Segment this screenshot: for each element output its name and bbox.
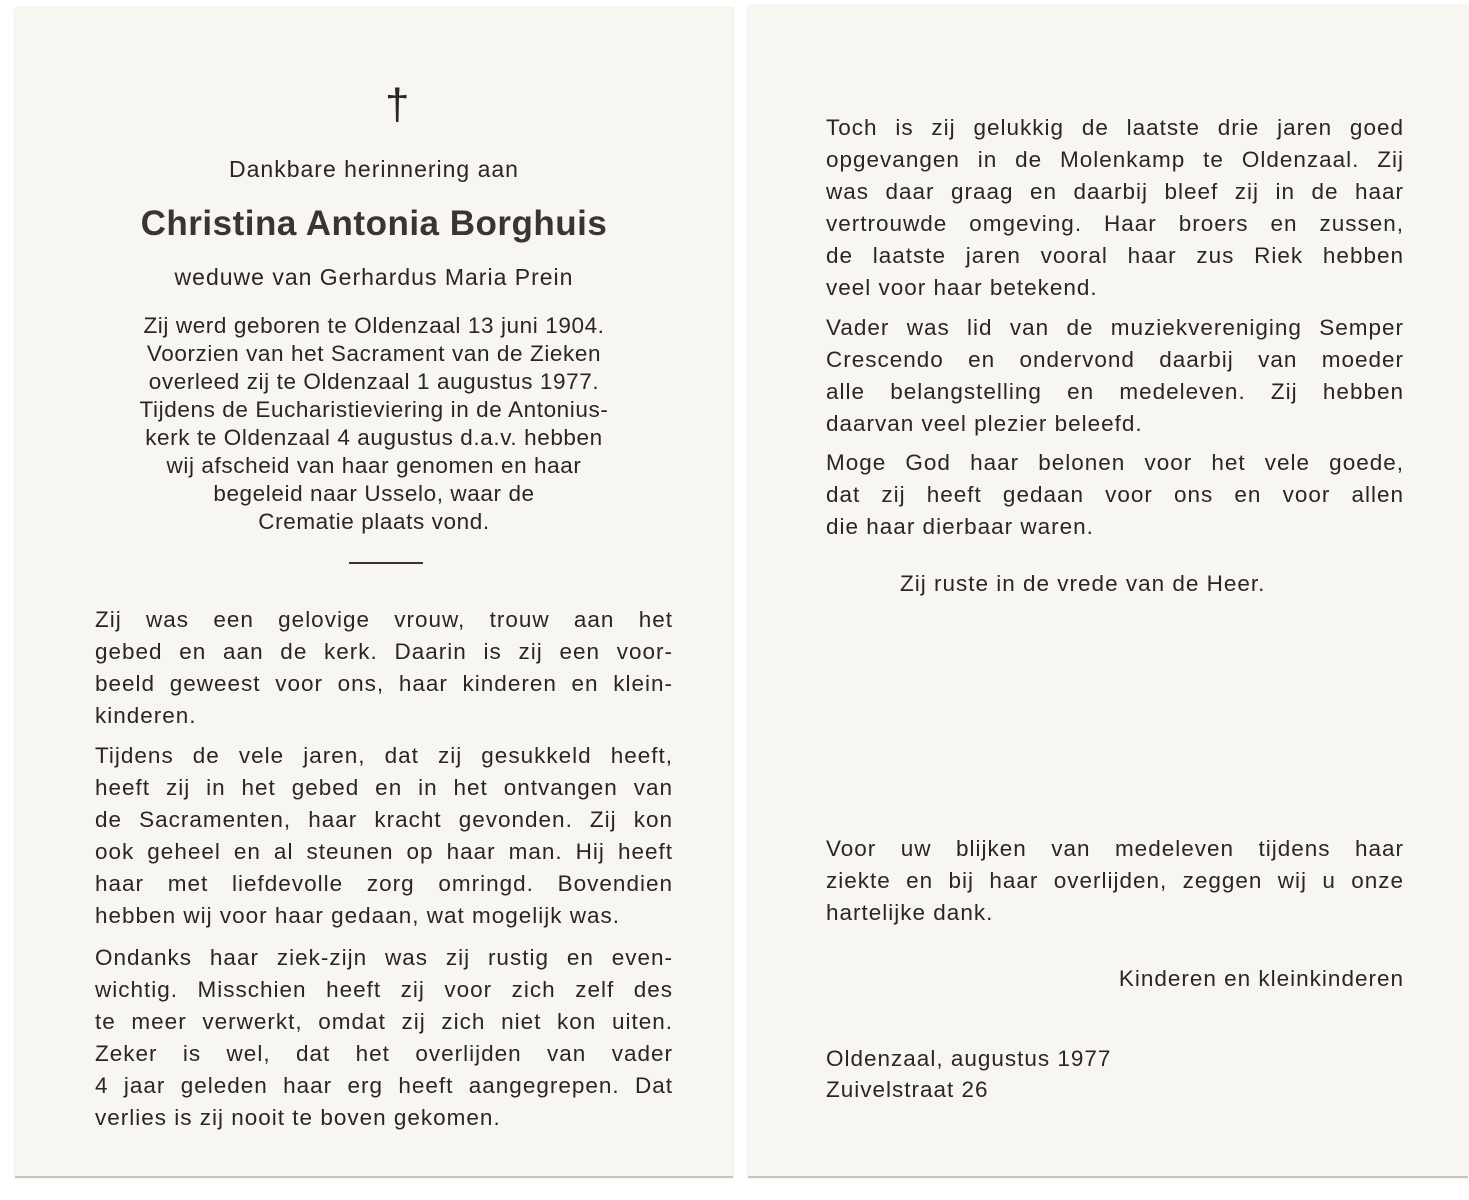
biography: [15, 312, 733, 536]
text-line: kinderen.: [95, 703, 197, 728]
right-card: [748, 6, 1468, 1178]
paragraph: [826, 112, 1404, 304]
text-line: haar met liefdevolle zorg omringd. Bovendien: [95, 871, 673, 896]
bio-line: Voorzien van het Sacrament van de Zieken: [146, 341, 602, 366]
paragraph: [95, 740, 673, 932]
text-line: ook geheel en al steunen op haar man. Hij heeft: [95, 839, 673, 864]
text-line: Ondanks haar ziek-zijn was zij rustig en even-: [95, 945, 673, 970]
cross-icon: †: [385, 80, 410, 129]
text-line: 4 jaar geleden haar erg heeft aangegrepen. Dat: [95, 1073, 673, 1098]
text-line: wichtig. Misschien heeft zij voor zich zelf des: [95, 977, 673, 1002]
text-line: Tijdens de vele jaren, dat zij gesukkeld heeft,: [95, 743, 673, 768]
bio-line: overleed zij te Oldenzaal 1 augustus 1977.: [148, 369, 600, 394]
text-line: Voor uw blijken van medeleven tijdens haar: [826, 836, 1404, 861]
text-line: Toch is zij gelukkig de laatste drie jaren goed: [826, 115, 1404, 140]
prayer-text: Zij ruste in de vrede van de Heer.: [900, 571, 1266, 596]
paragraph: [95, 604, 673, 732]
text-line: Vader was lid van de muziekvereniging Semper: [826, 315, 1404, 340]
text-line: Zeker is wel, dat het overlijden van vader: [95, 1041, 673, 1066]
text-line: verlies is zij nooit te boven gekomen.: [95, 1105, 501, 1130]
text-line: hebben wij voor haar gedaan, wat mogelijk was.: [95, 903, 621, 928]
text-line: Zij was een gelovige vrouw, trouw aan het: [95, 607, 673, 632]
signature: Kinderen en kleinkinderen: [1118, 966, 1404, 991]
thanks-paragraph: [826, 833, 1404, 929]
text-line: vertrouwde omgeving. Haar broers en zussen,: [826, 211, 1404, 236]
text-line: de laatste jaren vooral haar zus Riek hebben: [826, 243, 1404, 268]
bio-line: kerk te Oldenzaal 4 augustus d.a.v. hebben: [145, 425, 603, 450]
text-line: Crescendo en ondervond daarbij van moeder: [826, 347, 1404, 372]
bio-line: Crematie plaats vond.: [258, 509, 490, 534]
text-line: alle belangstelling en medeleven. Zij hebben: [826, 379, 1404, 404]
text-line: gebed en aan de kerk. Daarin is zij een voor-: [95, 639, 673, 664]
text-line: opgevangen in de Molenkamp te Oldenzaal. Zij: [826, 147, 1404, 172]
text-line: heeft zij in het gebed en in het ontvangen van: [95, 775, 673, 800]
paragraph: [826, 312, 1404, 440]
bio-line: wij afscheid van haar genomen en haar: [166, 453, 582, 478]
text-line: veel voor haar betekend.: [826, 275, 1098, 300]
text-line: daarvan veel plezier beleefd.: [826, 411, 1143, 436]
paragraph: [826, 447, 1404, 543]
address: Zuivelstraat 26: [826, 1077, 989, 1102]
text-line: dat zij heeft gedaan voor ons en voor allen: [826, 482, 1404, 507]
intro-text: Dankbare herinnering aan: [229, 156, 519, 182]
bio-line: Zij werd geboren te Oldenzaal 13 juni 1904.: [143, 313, 605, 338]
bio-line: begeleid naar Usselo, waar de: [213, 481, 535, 506]
left-card: [15, 8, 733, 1178]
divider: [349, 562, 423, 564]
place-date: Oldenzaal, augustus 1977: [826, 1046, 1112, 1071]
deceased-name: Christina Antonia Borghuis: [140, 204, 608, 243]
text-line: die haar dierbaar waren.: [826, 514, 1094, 539]
text-line: beeld geweest voor ons, haar kinderen en klein-: [95, 671, 673, 696]
text-line: de Sacramenten, haar kracht gevonden. Zij kon: [95, 807, 673, 832]
text-line: ziekte en bij haar overlijden, zeggen wij u onze: [826, 868, 1404, 893]
text-line: Moge God haar belonen voor het vele goede,: [826, 450, 1404, 475]
paragraph: [95, 942, 673, 1134]
text-line: te meer verwerkt, omdat zij zich niet kon uiten.: [95, 1009, 673, 1034]
widow-of-text: weduwe van Gerhardus Maria Prein: [174, 264, 574, 290]
text-line: was daar graag en daarbij bleef zij in de haar: [826, 179, 1404, 204]
text-line: hartelijke dank.: [826, 900, 994, 925]
bio-line: Tijdens de Eucharistieviering in de Antonius-: [139, 397, 609, 422]
